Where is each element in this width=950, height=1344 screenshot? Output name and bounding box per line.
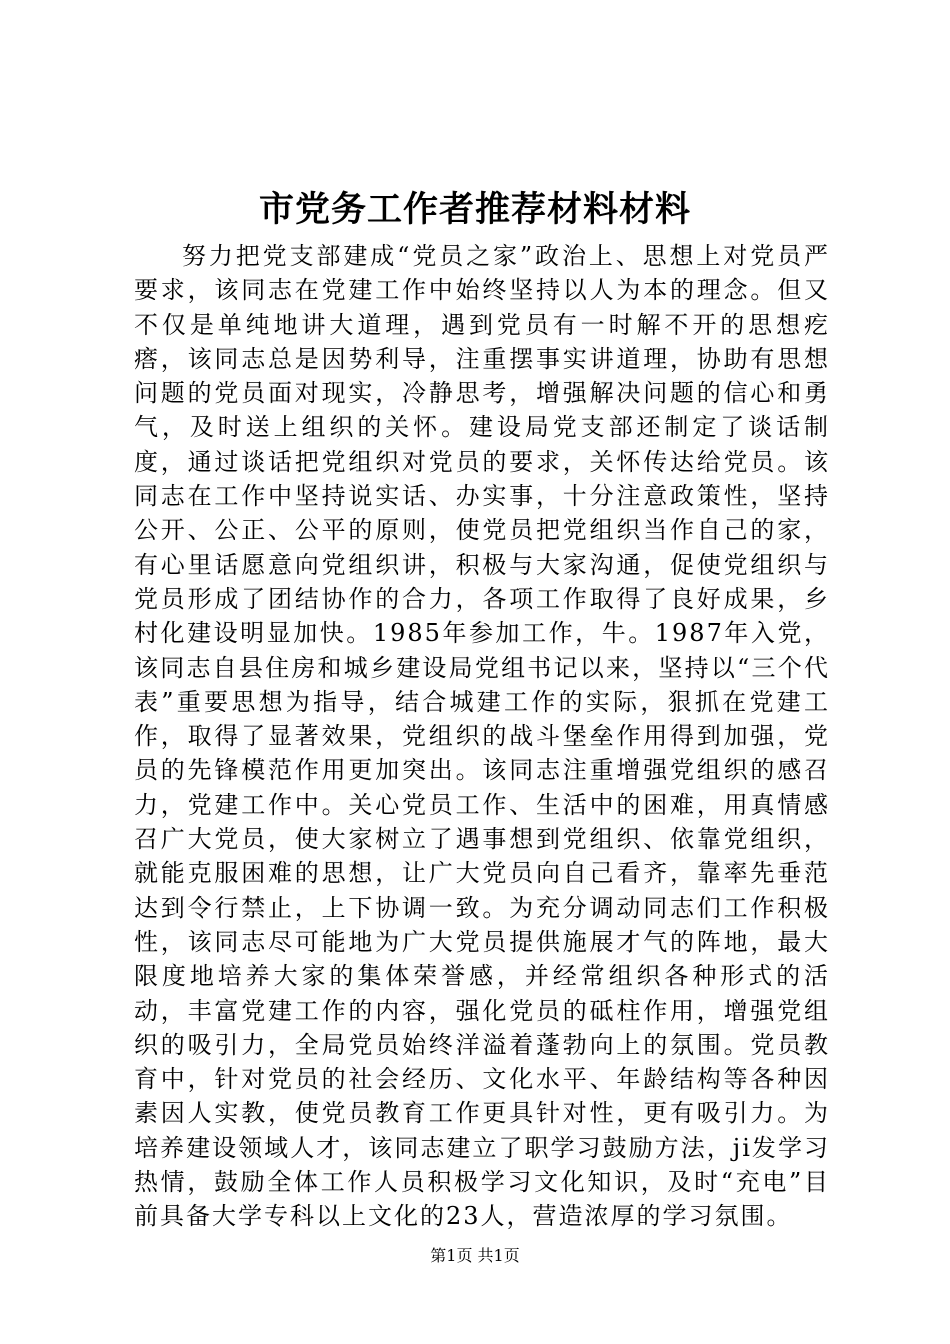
- body-paragraph: 努力把党支部建成“党员之家”政治上、思想上对党员严要求，该同志在党建工作中始终坚持以人为本的理念。但又不仅是单纯地讲大道理，遇到党员有一时解不开的思想疙瘩，该同志总是因势利导，注重摆事实讲道理，协助有思想问题的党员面对现实，冷静思考，增强解决问题的信心和勇气，及时送上组织的关怀。建设局党支部还制定了谈话制度，通过谈话把党组织对党员的要求，关怀传达给党员。该同志在工作中坚持说实话、办实事，十分注意政策性，坚持公开、公正、公平的原则，使党员把党组织当作自己的家，有心里话愿意向党组织讲，积极与大家沟通，促使党组织与党员形成了团结协作的合力，各项工作取得了良好成果，乡村化建设明显加快。1985年参加工作，牛。1987年入党，该同志自县住房和城乡建设局党组书记以来，坚持以“三个代表”重要思想为指导，结合城建工作的实际，狠抓在党建工作，取得了显著效果，党组织的战斗堡垒作用得到加强，党员的先锋模范作用更加突出。该同志注重增强党组织的感召力，党建工作中。关心党员工作、生活中的困难，用真情感召广大党员，使大家树立了遇事想到党组织、依靠党组织，就能克服困难的思想，让广大党员向自己看齐，靠率先垂范达到令行禁止，上下协调一致。为充分调动同志们工作积极性，该同志尽可能地为广大党员提供施展才气的阵地，最大限度地培养大家的集体荣誉感，并经常组织各种形式的活动，丰富党建工作的内容，强化党员的砥柱作用，增强党组织的吸引力，全局党员始终洋溢着蓬勃向上的氛围。党员教育中，针对党员的社会经历、文化水平、年龄结构等各种因素因人实教，使党员教育工作更具针对性，更有吸引力。为培养建设领域人才，该同志建立了职学习鼓励方法，ji发学习热情，鼓励全体工作人员积极学习文化知识，及时“充电”目前具备大学专科以上文化的23人，营造浓厚的学习氛围。: [134, 242, 830, 1231]
- page-number: 第1页 共1页: [430, 1246, 520, 1265]
- document-title: 市党务工作者推荐材料材料: [258, 189, 691, 230]
